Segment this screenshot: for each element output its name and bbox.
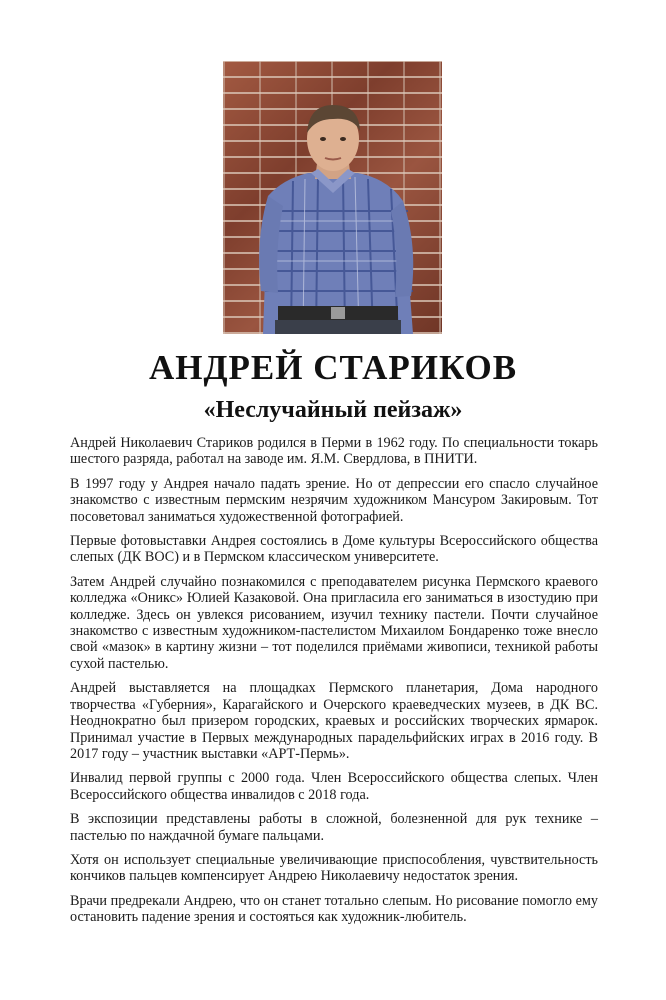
paragraph: Хотя он использует специальные увеличивающие приспособления, чувствительность кончиков пальцев компенсирует Андрею Николаевичу недостаток зрения.: [70, 851, 598, 885]
paragraph: Андрей выставляется на площадках Пермского планетария, Дома народного творчества «Губерния», Карагайского и Очерского краеведческих музеев, в ДК ВС. Неоднократно был призером городских, краевых и российских творческих ярмарок. Принимал участие в Первых международных парадельфийских играх в 2016 году. В 2017 году – участник выставки «АРТ-Пермь».: [70, 680, 598, 762]
paragraph: Инвалид первой группы с 2000 года. Член Всероссийского общества слепых. Член Всероссийского общества инвалидов с 2018 года.: [70, 770, 598, 803]
paragraph: Затем Андрей случайно познакомился с преподавателем рисунка Пермского краевого колледжа «Оникс» Юлией Казаковой. Она пригласила его заниматься в изостудию при колледже. Здесь он увлекся рисованием, изучил технику пастели. Почти случайное знакомство с известным художником-пастелистом Михаилом Бондаренко тоже внесло свой «мазок» в картину жизни – тот поделился приёмами живописи, техникой работы сухой пастелью.: [70, 573, 598, 672]
biography-text: [70, 435, 598, 934]
paragraph: Врачи предрекали Андрею, что он станет тотально слепым. Но рисование помогло ему остановить падение зрения и состояться как художник-любитель.: [70, 892, 598, 926]
artist-portrait-photo: [223, 61, 442, 334]
paragraph: В экспозиции представлены работы в сложной, болезненной для рук технике – пастелью по наждачной бумаге пальцами.: [70, 811, 598, 844]
exhibition-title: «Неслучайный пейзаж»: [203, 397, 463, 423]
portrait-illustration: [223, 61, 442, 334]
paragraph: Первые фотовыставки Андрея состоялись в Доме культуры Всероссийского общества слепых (ДК ВОС) и в Пермском классическом университете.: [70, 533, 598, 566]
page-title: АНДРЕЙ СТАРИКОВ: [148, 348, 518, 387]
paragraph: Андрей Николаевич Стариков родился в Перми в 1962 году. По специальности токарь шестого разряда, работал на заводе им. Я.М. Свердлова, в ПНИТИ.: [70, 435, 598, 468]
paragraph: В 1997 году у Андрея начало падать зрение. Но от депрессии его спасло случайное знакомство с известным пермским незрячим художником Мансуром Закировым. Тот посоветовал заниматься художественной фотографией.: [70, 475, 598, 525]
